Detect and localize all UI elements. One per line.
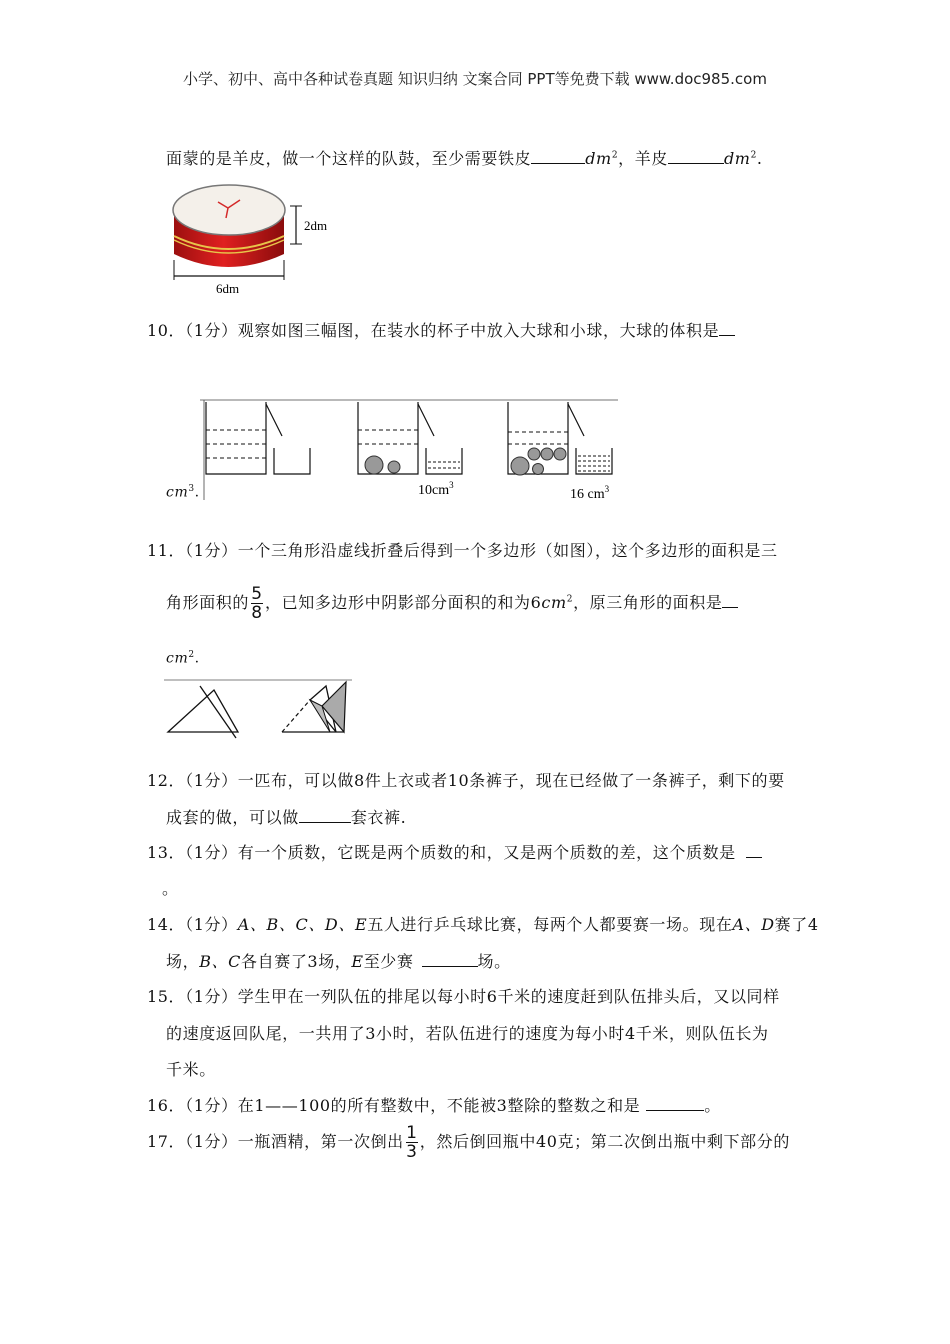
q11-number: 11． — [147, 541, 186, 560]
q11-line-2 — [166, 585, 738, 622]
height-label: 2dm — [304, 218, 328, 233]
drum-figure — [168, 180, 338, 298]
q10-line — [147, 318, 735, 341]
q14-text-1b: 五人进行乒乓球比赛，每两个人都要赛一场。现在 — [367, 915, 733, 934]
q11-frac-num: 5 — [251, 584, 263, 604]
q10-number: 10． — [147, 321, 186, 340]
q11-frac-den: 8 — [251, 603, 263, 623]
q11-blank[interactable] — [722, 593, 738, 608]
q15-score: （1分） — [185, 987, 238, 1006]
q14-line-1 — [147, 912, 819, 935]
page-header: 小学、初中、高中各种试卷真题 知识归纳 文案合同 PPT等免费下载 www.doc985.com — [183, 70, 767, 88]
q16-blank[interactable] — [646, 1096, 704, 1111]
q10-blank[interactable] — [719, 321, 735, 336]
q16-number: 16． — [147, 1096, 186, 1115]
q9-sup-b: 2 — [750, 150, 757, 161]
q9-unit-b: dm — [723, 149, 751, 168]
small-ball-3 — [528, 448, 540, 460]
q11-sup-2: 2 — [188, 650, 195, 660]
q11-unit-line — [166, 650, 200, 667]
q11-unit-2: cm — [166, 650, 189, 667]
q11-end: . — [194, 650, 200, 667]
q15-line-1 — [147, 984, 780, 1007]
q17-text-b: ，然后倒回瓶中40克；第二次倒出瓶中剩下部分的 — [419, 1132, 790, 1151]
small-ball-2 — [533, 464, 544, 475]
q15-text-1: 学生甲在一列队伍的排尾以每小时6千米的速度赶到队伍排头后，又以同样 — [237, 987, 780, 1006]
q12-text-1: 一匹布，可以做8件上衣或者10条裤子，现在已经做了一条裤子，剩下的要 — [237, 771, 785, 790]
q12-line-2 — [166, 805, 406, 828]
q10-end: . — [194, 484, 200, 501]
q9-end: . — [756, 149, 763, 168]
cup-1 — [206, 402, 310, 474]
q17-text-a: 一瓶酒精，第一次倒出 — [237, 1132, 404, 1151]
q13-number: 13． — [147, 843, 186, 862]
q10-text: 观察如图三幅图，在装水的杯子中放入大球和小球，大球的体积是 — [237, 321, 720, 340]
q11-sup: 2 — [566, 594, 574, 605]
q14-text-2c: 各自赛了3场， — [241, 952, 352, 971]
q11-text-2b: ，已知多边形中阴影部分面积的和为6 — [265, 593, 542, 612]
q10-score: （1分） — [185, 321, 238, 340]
q14-line-2 — [166, 949, 511, 972]
q14-number: 14． — [147, 915, 186, 934]
q12-line-1 — [147, 768, 785, 791]
q12-text-2b: 套衣裤. — [350, 808, 407, 827]
big-ball — [365, 456, 383, 474]
q14-text-2e: 至少赛 — [363, 952, 414, 971]
q13-text-1: 有一个质数，它既是两个质数的和，又是两个质数的差，这个质数是 — [237, 843, 736, 862]
cup-2-label: $10cm^3$ — [418, 480, 454, 498]
q12-score: （1分） — [185, 771, 238, 790]
q11-text-2c: ，原三角形的面积是 — [573, 593, 723, 612]
q13-line-1 — [147, 840, 762, 863]
small-ball — [388, 461, 400, 473]
q16-line — [147, 1093, 721, 1116]
q11-score: （1分） — [185, 541, 238, 560]
q17-score: （1分） — [185, 1132, 238, 1151]
q11-line-1 — [147, 538, 778, 561]
folded-polygon — [282, 682, 346, 732]
q16-score: （1分） — [185, 1096, 238, 1115]
q16-end: 。 — [704, 1096, 721, 1115]
q12-number: 12． — [147, 771, 186, 790]
q14-text-1c: A、D — [732, 915, 775, 934]
q16-text: 在1——100的所有整数中，不能被3整除的整数之和是 — [237, 1096, 641, 1115]
q11-text-2a: 角形面积的 — [166, 593, 250, 612]
q11-unit: cm — [541, 593, 567, 612]
q17-line — [147, 1124, 790, 1161]
q14-text-2d: E — [351, 952, 364, 971]
q9-unit-a: dm — [585, 149, 612, 168]
width-label: 6dm — [216, 281, 240, 296]
q13-line-2: 。 — [162, 879, 179, 898]
q9-blank-sheepskin[interactable] — [668, 149, 724, 164]
q11-text-1: 一个三角形沿虚线折叠后得到一个多边形（如图），这个多边形的面积是三 — [237, 541, 778, 560]
q17-frac-den: 3 — [406, 1142, 418, 1162]
q14-text-1d: 赛了4 — [774, 915, 819, 934]
big-ball-2 — [511, 457, 529, 475]
small-ball-5 — [554, 448, 566, 460]
cup-3 — [508, 402, 612, 475]
q14-blank[interactable] — [422, 952, 478, 967]
q14-score: （1分） — [185, 915, 238, 934]
original-triangle — [168, 686, 238, 738]
q15-line-3: 千米。 — [166, 1060, 216, 1079]
q15-line-2: 的速度返回队尾，一共用了3小时，若队伍进行的速度为每小时4千米，则队伍长为 — [166, 1024, 769, 1043]
q10-unit-line — [166, 484, 200, 501]
small-ball-4 — [541, 448, 553, 460]
fold-triangle-figure — [164, 676, 354, 742]
q14-text-2b: B、C — [199, 952, 242, 971]
cup-2 — [358, 402, 462, 474]
q13-blank[interactable] — [746, 843, 762, 858]
q10-sup: 3 — [188, 484, 195, 494]
q9-sup-a: 2 — [611, 150, 619, 161]
q17-number: 17． — [147, 1132, 186, 1151]
q9-text-b: ，羊皮 — [618, 149, 668, 168]
q14-text-2a: 场， — [166, 952, 200, 971]
q12-text-2a: 成套的做，可以做 — [166, 808, 299, 827]
q12-blank[interactable] — [299, 808, 351, 823]
q14-text-2f: 场。 — [477, 952, 511, 971]
cups-figure — [200, 396, 620, 504]
drum-top — [173, 185, 285, 235]
q14-text-1a: A、B、C、D、E — [237, 915, 368, 934]
q9-line — [166, 146, 763, 169]
q13-score: （1分） — [185, 843, 238, 862]
q17-frac-num: 1 — [406, 1123, 418, 1143]
q17-fraction — [406, 1124, 418, 1161]
q10-unit: cm — [166, 484, 189, 501]
q9-text-a: 面蒙的是羊皮，做一个这样的队鼓，至少需要铁皮 — [166, 149, 532, 168]
q9-blank-iron[interactable] — [531, 149, 585, 164]
q15-number: 15． — [147, 987, 186, 1006]
cup-3-label: 16 $cm^3$ — [570, 484, 610, 502]
q11-fraction — [251, 585, 263, 622]
